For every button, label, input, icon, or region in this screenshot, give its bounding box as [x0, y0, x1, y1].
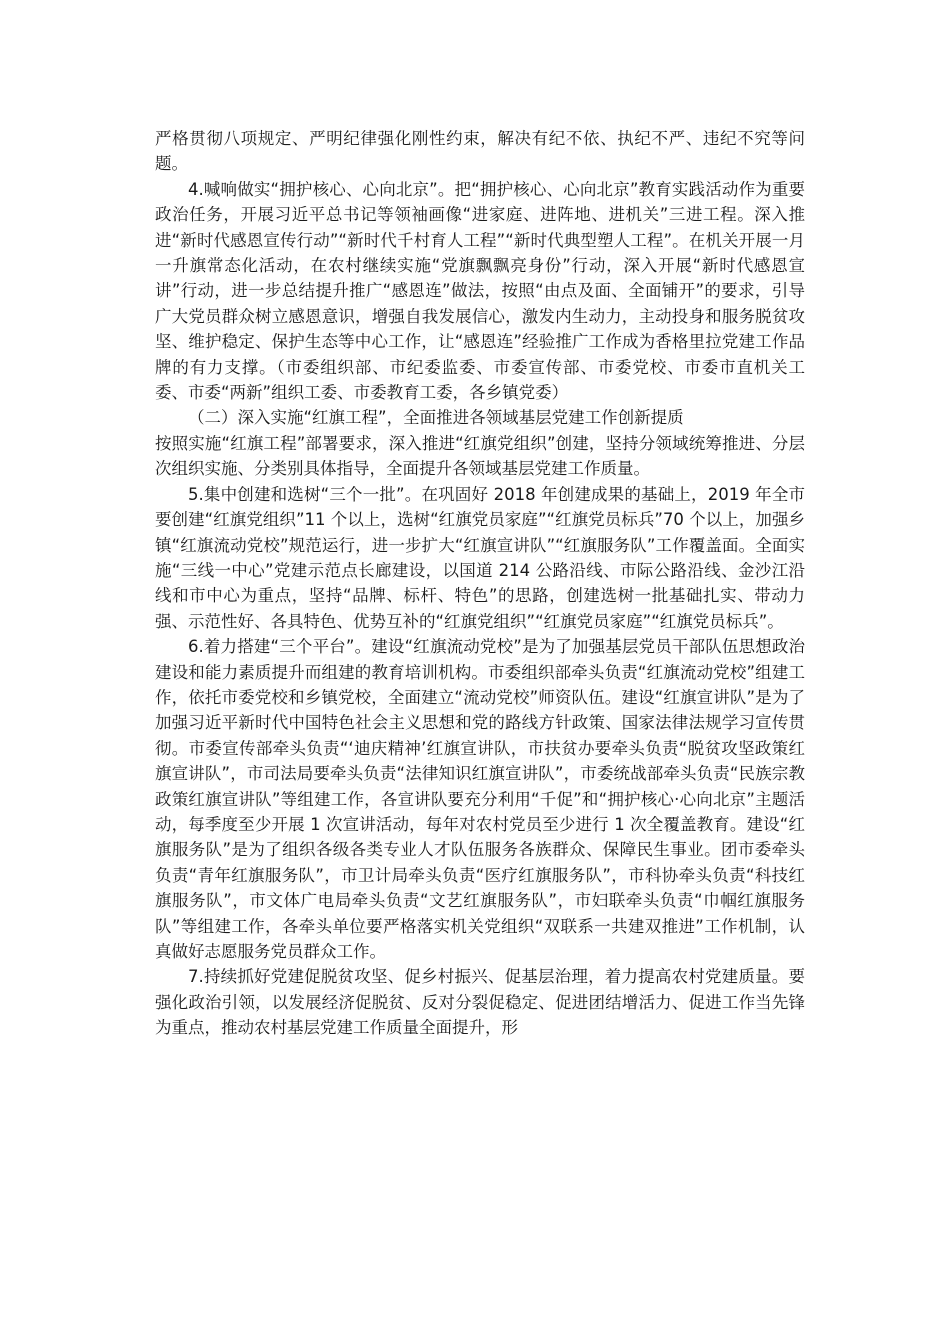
- section-heading-2: （二）深入实施“红旗工程”，全面推进各领域基层党建工作创新提质: [188, 408, 684, 428]
- document-body: [155, 126, 805, 1041]
- paragraph-item-5: 5.集中创建和选树“三个一批”。在巩固好 2018 年创建成果的基础上，2019 年全市要创建“红旗党组织”11 个以上，选树“红旗党员家庭”“红旗党员标兵”70 个以上，加强乡镇“红旗流动党校”规范运行，进一步扩大“红旗宣讲队”“红旗服务队”工作覆盖面。全面实施“三线一中心”党建示范点长廊建设，以国道 214 公路沿线、市际公路沿线、金沙江沿线和市中心为重点，坚持“品牌、标杆、特色”的思路，创建选树一批基础扎实、带动力强、示范性好、各具特色、优势互补的“红旗党组织”“红旗党员家庭”“红旗党员标兵”。: [155, 484, 805, 631]
- paragraph-continuation: 严格贯彻八项规定、严明纪律强化刚性约束，解决有纪不依、执纪不严、违纪不究等问题。: [155, 129, 805, 174]
- paragraph-item-4: 4.喊响做实“拥护核心、心向北京”。把“拥护核心、心向北京”教育实践活动作为重要政治任务，开展习近平总书记等领袖画像“进家庭、进阵地、进机关”三进工程。深入推进“新时代感恩宣传行动”“新时代千村育人工程”“新时代典型塑人工程”。在机关开展一月一升旗常态化活动，在农村继续实施“党旗飘飘亮身份”行动，深入开展“新时代感恩宣讲”行动，进一步总结提升推广“感恩连”做法，按照“由点及面、全面铺开”的要求，引导广大党员群众树立感恩意识，增强自我发展信心，激发内生动力，主动投身和服务脱贫攻坚、维护稳定、保护生态等中心工作，让“感恩连”经验推广工作成为香格里拉党建工作品牌的有力支撑。（市委组织部、市纪委监委、市委宣传部、市委党校、市委市直机关工委、市委“两新”组织工委、市委教育工委，各乡镇党委）: [155, 179, 805, 403]
- paragraph-item-7: 7.持续抓好党建促脱贫攻坚、促乡村振兴、促基层治理，着力提高农村党建质量。要强化政治引领，以发展经济促脱贫、反对分裂促稳定、促进团结增活力、促进工作当先锋为重点，推动农村基层党建工作质量全面提升，形: [155, 967, 805, 1038]
- paragraph-item-6: 6.着力搭建“三个平台”。建设“红旗流动党校”是为了加强基层党员干部队伍思想政治建设和能力素质提升而组建的教育培训机构。市委组织部牵头负责“红旗流动党校”组建工作，依托市委党校和乡镇党校，全面建立“流动党校”师资队伍。建设“红旗宣讲队”是为了加强习近平新时代中国特色社会主义思想和党的路线方针政策、国家法律法规学习宣传贯彻。市委宣传部牵头负责“‘迪庆精神’红旗宣讲队，市扶贫办要牵头负责“脱贫攻坚政策红旗宣讲队”，市司法局要牵头负责“法律知识红旗宣讲队”，市委统战部牵头负责“民族宗教政策红旗宣讲队”等组建工作，各宣讲队要充分利用“千促”和“拥护核心·心向北京”主题活动，每季度至少开展 1 次宣讲活动，每年对农村党员至少进行 1 次全覆盖教育。建设“红旗服务队”是为了组织各级各类专业人才队伍服务各族群众、保障民生事业。团市委牵头负责“青年红旗服务队”，市卫计局牵头负责“医疗红旗服务队”，市科协牵头负责“科技红旗服务队”，市文体广电局牵头负责“文艺红旗服务队”，市妇联牵头负责“巾帼红旗服务队”等组建工作，各牵头单位要严格落实机关党组织“双联系一共建双推进”工作机制，认真做好志愿服务党员群众工作。: [155, 637, 805, 961]
- paragraph-section-intro: 按照实施“红旗工程”部署要求，深入推进“红旗党组织”创建，坚持分领域统筹推进、分层次组织实施、分类别具体指导，全面提升各领域基层党建工作质量。: [155, 433, 805, 479]
